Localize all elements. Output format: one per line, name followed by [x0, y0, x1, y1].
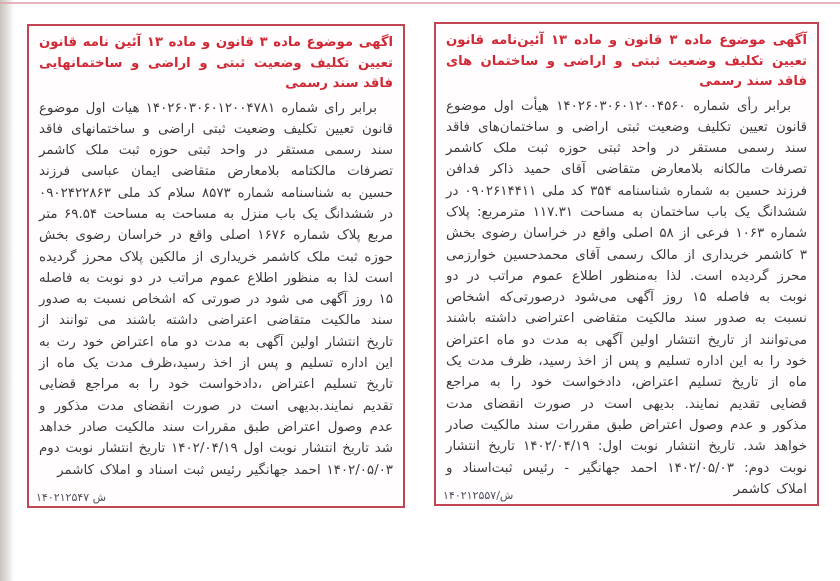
notice-title: اگهی موضوع ماده ۳ قانون و ماده ۱۳ آئین نامه قانون تعیین تکلیف وضعیت ثبتی و اراضی و ساختمانهایی فاقد سند رسمی: [39, 35, 394, 91]
notice-body: برابر رای شماره ۱۴۰۲۶۰۳۰۶۰۱۲۰۰۴۷۸۱ هیات اول موضوع قانون تعیین تکلیف وضعیت ثبتی اراضی و ساختمانهای فاقد سند رسمی مستقر در واحد ثبتی حوزه ثبت ملک کاشمر تصرفات مالکتامه بلامعارض متقاضی ایمان عباسی فرزند حسین به شناسنامه شماره ۸۵۷۳ سلام کد ملی ۰۹۰۲۴۲۲۸۶۳ در ششدانگ یک باب منزل به مساحت به مساحت ۶۹.۵۴ متر مربع پلاک شماره ۱۶۷۶ اصلی واقع در خراسان رضوی بخش حوزه ثبت ملک کاشمر خریداری از مالکین پلاک محرز گردیده است لذا به منظور اطلاع عموم مراتب در دو نوبت به فاصله ۱۵ روز آگهی می شود در صورتی که اشخاص نسبت به صدور سند مالکیت متقاضی اعتراضی داشته باشند می توانند از تاریخ انتشار اولین آگهی به مدت دو ماه اعتراض خود رت به این اداره تسلیم و پس از اخذ رسید،ظرف مدت یک ماه از تاریخ تسلیم اعتراض ،دادخواست خود را به مراجع قضایی تقدیم نمایند.بدیهی است در صورت انقضای مدت مذکور و عدم وصول اعتراض طبق مقررات سند مالکیت صادر خداهد شد تاریخ انتشار نوبت اول ۱۴۰۲/۰۴/۱۹ تاریخ انتشار نوبت دوم ۱۴۰۲/۰۵/۰۳ احمد جهانگیر رئیس ثبت اسناد و املاک کاشمر: [39, 100, 394, 478]
notice-body: برابر رأی شماره ۱۴۰۲۶۰۳۰۶۰۱۲۰۰۴۵۶۰ هیأت اول موضوع قانون تعیین تکلیف وضعیت ثبتی اراضی و ساختمان‌های فاقد سند رسمی مستقر در واحد ثبتی حوزه ثبت ملک کاشمر تصرفات مالکانه بلامعارض متقاضی آقای حمید ذاکر فدافن فرزند حسین به شماره شناسنامه ۳۵۴ کد ملی ۰۹۰۲۶۱۴۴۱۱ در ششدانگ یک باب ساختمان به مساحت ۱۱۷.۳۱ مترمربع: پلاک شماره ۱۰۶۳ فرعی از ۵۸ اصلی واقع در خراسان رضوی بخش ۳ کاشمر خریداری از مالک رسمی آقای محمدحسین خوارزمی محرز گردیده است. لذا به‌منظور اطلاع عموم مراتب در دو نوبت به فاصله ۱۵ روز آگهی می‌شود درصورتی‌که اشخاص نسبت به صدور سند مالکیت متقاضی اعتراضی داشته باشند می‌توانند از تاریخ انتشار اولین آگهی به مدت دو ماه اعتراض خود را به این اداره تسلیم و پس از اخذ رسید، ظرف مدت یک ماه از تاریخ تسلیم اعتراض، دادخواست خود را به مراجع قضایی تقدیم نمایند. بدیهی است در صورت انقضای مدت مذکور و عدم وصول اعتراض طبق مقررات سند مالکیت صادر خواهد شد. تاریخ انتشار نوبت اول: ۱۴۰۲/۰۴/۱۹ تاریخ انتشار نوبت دوم: ۱۴۰۲/۰۵/۰۳ احمد جهانگیر - رئیس ثبت‌اسناد و املاک کاشمر: [446, 98, 808, 497]
legal-notice-right: [434, 22, 819, 506]
notice-ref-number: ش/۱۴۰۲۱۲۵۵۷: [443, 489, 514, 502]
scan-edge-shadow: [0, 0, 14, 581]
notice-title: آگهی موضوع ماده ۳ قانون و ماده ۱۳ آئین‌نامه قانون تعیین تکلیف وضعیت ثبتی و اراضی و ساختمان های فاقد سند رسمی: [446, 33, 807, 89]
legal-notice-left: [27, 24, 405, 508]
column-rule-line: [0, 2, 840, 4]
notice-ref-number: ش ۱۴۰۲۱۲۵۴۷: [36, 491, 107, 504]
